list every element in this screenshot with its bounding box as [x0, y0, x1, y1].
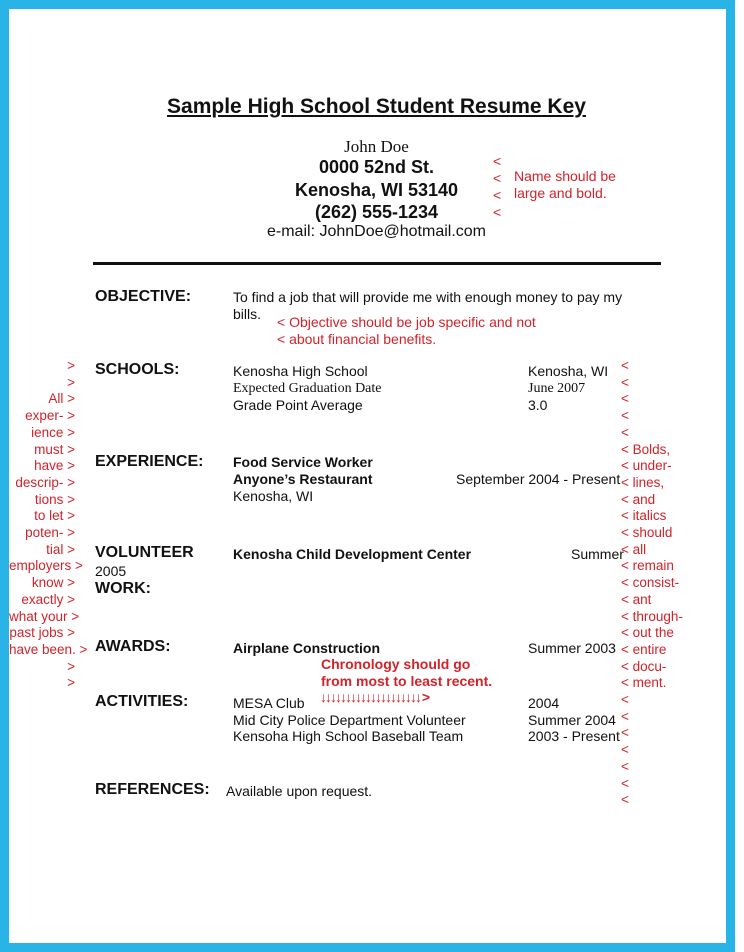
- chronology-note-line-1: Chronology should go: [321, 656, 471, 672]
- job-title: Food Service Worker: [233, 454, 373, 470]
- activity-name: MESA Club: [233, 695, 305, 711]
- school-name: Kenosha High School: [233, 363, 368, 379]
- applicant-name: John Doe: [344, 137, 409, 156]
- name-note-line-1: Name should be: [514, 168, 616, 184]
- gpa-label: Grade Point Average: [233, 397, 363, 413]
- employer-name: Anyone’s Restaurant: [233, 471, 373, 487]
- volunteer-dates: Summer: [571, 546, 624, 562]
- chronology-down-arrows-icon: ↓↓↓↓↓↓↓↓↓↓↓↓↓↓↓↓↓↓↓↓ >: [320, 689, 429, 705]
- graduation-date: June 2007: [528, 381, 586, 396]
- right-margin-note: < < < < < < Bolds, < under- < lines, < and < italics < should < all < remain < consist- < ant < through- < out the < entire < docu- < ment. < < < < < < <: [621, 358, 683, 808]
- volunteer-organization: Kenosha Child Development Center: [233, 546, 472, 562]
- name-note-arrows: < < < <: [493, 153, 502, 220]
- objective-note-line-2: < about financial benefits.: [277, 331, 437, 347]
- award-name: Airplane Construction: [233, 640, 381, 656]
- objective-label: OBJECTIVE:: [95, 288, 192, 305]
- graduation-date-label: Expected Graduation Date: [233, 381, 382, 396]
- objective-line-2: bills.: [233, 306, 262, 322]
- city-state-zip: Kenosha, WI 53140: [294, 180, 459, 200]
- chronology-note-line-2: from most to least recent.: [321, 673, 493, 689]
- left-margin-note: > > All > exper- > ience > must > have > descrip- > tions > to let > poten- > tial > employers > know > exactly > what your > past jobs > have been. > > >: [9, 358, 88, 691]
- objective-line-1: To find a job that will provide me with enough money to pay my: [233, 289, 623, 305]
- award-date: Summer 2003: [528, 640, 616, 656]
- email-address: e-mail: JohnDoe@hotmail.com: [267, 223, 486, 240]
- activity-name: Mid City Police Department Volunteer: [233, 712, 466, 728]
- objective-note-line-1: < Objective should be job specific and not: [277, 314, 536, 330]
- job-dates: September 2004 - Present: [456, 471, 621, 487]
- header-divider: [93, 262, 661, 265]
- volunteer-label: VOLUNTEER: [95, 544, 194, 561]
- volunteer-year: 2005: [95, 563, 127, 579]
- references-label: REFERENCES:: [95, 781, 210, 798]
- activity-date: Summer 2004: [528, 712, 616, 728]
- activity-name: Kensoha High School Baseball Team: [233, 728, 464, 744]
- gpa-value: 3.0: [528, 397, 548, 413]
- street-address: 0000 52nd St.: [318, 157, 435, 177]
- work-label: WORK:: [95, 580, 151, 597]
- experience-label: EXPERIENCE:: [95, 453, 204, 470]
- name-note-line-2: large and bold.: [514, 185, 607, 201]
- school-location: Kenosha, WI: [528, 363, 609, 379]
- references-text: Available upon request.: [226, 783, 373, 799]
- document-title: Sample High School Student Resume Key: [167, 95, 586, 118]
- phone-number: (262) 555-1234: [314, 202, 439, 222]
- activity-date: 2003 - Present: [528, 728, 620, 744]
- job-location: Kenosha, WI: [233, 488, 314, 504]
- schools-label: SCHOOLS:: [95, 361, 180, 378]
- awards-label: AWARDS:: [95, 638, 171, 655]
- activity-date: 2004: [528, 695, 560, 711]
- activities-label: ACTIVITIES:: [95, 693, 189, 710]
